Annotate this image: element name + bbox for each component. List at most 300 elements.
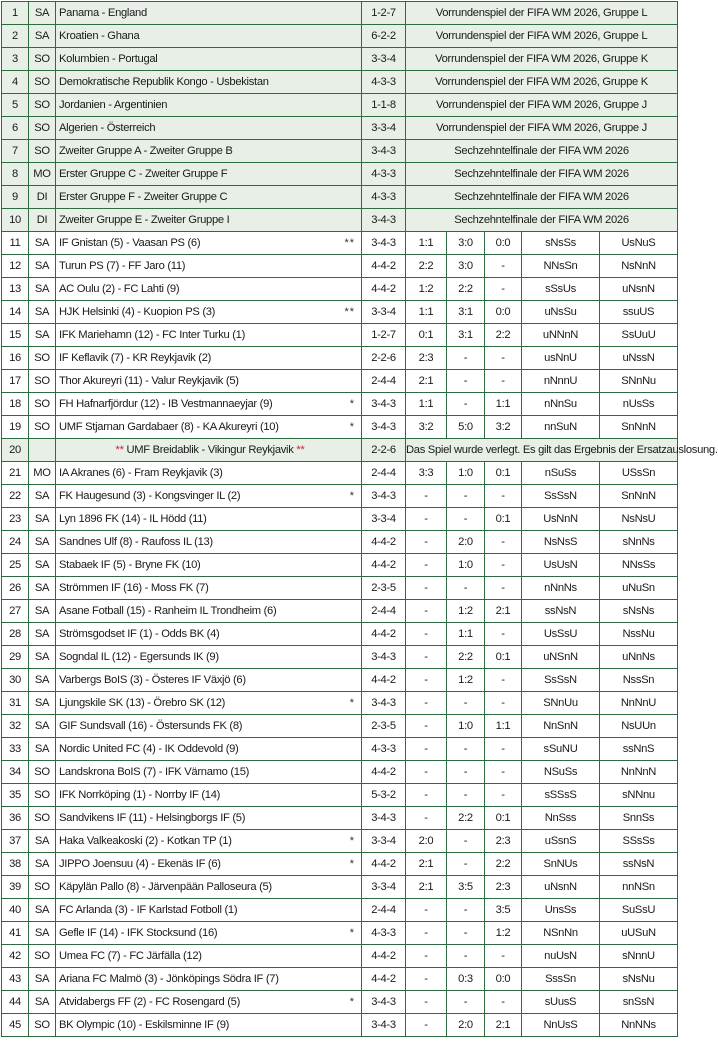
- form-home: UsNnN: [522, 508, 600, 531]
- match-day: SO: [29, 945, 56, 968]
- head-to-head-3: 0:1: [485, 508, 522, 531]
- table-row: [2, 439, 678, 462]
- head-to-head-2: -: [447, 485, 485, 508]
- form-home: nnSuN: [522, 416, 600, 439]
- match-day: SA: [29, 301, 56, 324]
- form-away: SuSsU: [600, 899, 678, 922]
- match-day: SA: [29, 508, 56, 531]
- form-away: SsUuU: [600, 324, 678, 347]
- match-day: MO: [29, 163, 56, 186]
- match-cell: [56, 278, 362, 301]
- match-note: Vorrundenspiel der FIFA WM 2026, Gruppe J: [406, 117, 678, 140]
- head-to-head-2: 1:2: [447, 600, 485, 623]
- match-day: SA: [29, 2, 56, 25]
- match-day: SO: [29, 117, 56, 140]
- match-day: SO: [29, 761, 56, 784]
- match-name: Nordic United FC (4) - IK Oddevold (9): [59, 743, 239, 755]
- match-name: JIPPO Joensuu (4) - Ekenäs IF (6): [59, 858, 221, 870]
- table-row: [2, 968, 678, 991]
- row-number: 29: [2, 646, 29, 669]
- match-note: Sechzehntelfinale der FIFA WM 2026: [406, 209, 678, 232]
- match-name: Sandvikens IF (11) - Helsingborgs IF (5): [59, 812, 246, 824]
- tip-distribution: 5-3-2: [362, 784, 406, 807]
- head-to-head-2: 1:0: [447, 462, 485, 485]
- match-cell: [56, 163, 362, 186]
- form-home: UsSsU: [522, 623, 600, 646]
- tip-distribution: 2-3-5: [362, 577, 406, 600]
- importance-mark: *: [349, 996, 355, 1008]
- form-home: nNnSu: [522, 393, 600, 416]
- match-cell: [56, 968, 362, 991]
- tip-distribution: 4-3-3: [362, 71, 406, 94]
- form-home: ssNsN: [522, 600, 600, 623]
- head-to-head-1: 1:2: [406, 278, 447, 301]
- match-name: Zweiter Gruppe E - Zweiter Gruppe I: [59, 214, 230, 226]
- form-home: usNnU: [522, 347, 600, 370]
- table-row: [2, 738, 678, 761]
- form-home: uNNnN: [522, 324, 600, 347]
- match-cell: [56, 416, 362, 439]
- form-home: nSuSs: [522, 462, 600, 485]
- head-to-head-2: 3:1: [447, 324, 485, 347]
- head-to-head-2: -: [447, 991, 485, 1014]
- match-cell: [56, 94, 362, 117]
- table-row: [2, 209, 678, 232]
- head-to-head-1: -: [406, 945, 447, 968]
- match-day: MO: [29, 462, 56, 485]
- head-to-head-1: 2:1: [406, 876, 447, 899]
- head-to-head-1: 2:0: [406, 830, 447, 853]
- tip-distribution: 4-4-2: [362, 255, 406, 278]
- head-to-head-3: -: [485, 784, 522, 807]
- table-row: [2, 416, 678, 439]
- table-row: [2, 761, 678, 784]
- head-to-head-3: 0:0: [485, 232, 522, 255]
- form-away: ssNnS: [600, 738, 678, 761]
- tip-distribution: 3-4-3: [362, 485, 406, 508]
- match-cell: [56, 485, 362, 508]
- head-to-head-1: -: [406, 508, 447, 531]
- match-cell: [56, 1014, 362, 1037]
- match-day: SA: [29, 715, 56, 738]
- row-number: 40: [2, 899, 29, 922]
- match-cell: [56, 853, 362, 876]
- match-name: GIF Sundsvall (16) - Östersunds FK (8): [59, 720, 243, 732]
- head-to-head-1: 1:1: [406, 301, 447, 324]
- row-number: 25: [2, 554, 29, 577]
- form-away: SSsSs: [600, 830, 678, 853]
- row-number: 35: [2, 784, 29, 807]
- head-to-head-1: -: [406, 692, 447, 715]
- tip-distribution: 4-4-2: [362, 945, 406, 968]
- form-home: NsNsS: [522, 531, 600, 554]
- tip-distribution: 3-4-3: [362, 1014, 406, 1037]
- match-name: Zweiter Gruppe A - Zweiter Gruppe B: [59, 145, 233, 157]
- match-cell: [56, 186, 362, 209]
- form-home: SssSn: [522, 968, 600, 991]
- head-to-head-3: 0:1: [485, 646, 522, 669]
- row-number: 43: [2, 968, 29, 991]
- match-name: UMF Stjarnan Gardabaer (8) - KA Akureyri (10): [59, 421, 279, 433]
- tip-distribution: 2-4-4: [362, 899, 406, 922]
- form-home: uSsnS: [522, 830, 600, 853]
- match-day: SO: [29, 876, 56, 899]
- form-away: SnNnN: [600, 416, 678, 439]
- head-to-head-2: 2:0: [447, 1014, 485, 1037]
- row-number: 5: [2, 94, 29, 117]
- match-name: Algerien - Österreich: [59, 122, 156, 134]
- head-to-head-2: 0:3: [447, 968, 485, 991]
- match-day: SA: [29, 853, 56, 876]
- head-to-head-3: 2:1: [485, 600, 522, 623]
- form-away: USsSn: [600, 462, 678, 485]
- head-to-head-3: -: [485, 347, 522, 370]
- tip-distribution: 3-3-4: [362, 876, 406, 899]
- match-day: SA: [29, 991, 56, 1014]
- form-away: NsUUn: [600, 715, 678, 738]
- match-day: SA: [29, 738, 56, 761]
- match-name: Käpylän Pallo (8) - Järvenpään Palloseura (5): [59, 881, 272, 893]
- match-day: SO: [29, 48, 56, 71]
- form-away: nUsSs: [600, 393, 678, 416]
- match-cell: [56, 347, 362, 370]
- form-away: SNnNu: [600, 370, 678, 393]
- match-day: SA: [29, 554, 56, 577]
- tip-distribution: 2-3-5: [362, 715, 406, 738]
- form-away: SnnSs: [600, 807, 678, 830]
- head-to-head-1: -: [406, 899, 447, 922]
- form-away: uNssN: [600, 347, 678, 370]
- match-cell: [56, 945, 362, 968]
- table-row: [2, 25, 678, 48]
- match-day: SA: [29, 899, 56, 922]
- tip-distribution: 3-4-3: [362, 646, 406, 669]
- form-away: NNsSs: [600, 554, 678, 577]
- form-home: SNnUu: [522, 692, 600, 715]
- head-to-head-1: -: [406, 531, 447, 554]
- row-number: 9: [2, 186, 29, 209]
- form-home: SnNUs: [522, 853, 600, 876]
- match-cell: [56, 324, 362, 347]
- form-away: ssNsN: [600, 853, 678, 876]
- head-to-head-3: 1:1: [485, 393, 522, 416]
- tip-distribution: 3-3-4: [362, 117, 406, 140]
- tip-distribution: 1-2-7: [362, 324, 406, 347]
- head-to-head-1: -: [406, 968, 447, 991]
- form-away: NsNnN: [600, 255, 678, 278]
- head-to-head-2: 1:1: [447, 623, 485, 646]
- head-to-head-2: -: [447, 830, 485, 853]
- table-row: [2, 830, 678, 853]
- row-number: 17: [2, 370, 29, 393]
- head-to-head-3: -: [485, 623, 522, 646]
- table-row: [2, 94, 678, 117]
- head-to-head-1: 1:1: [406, 232, 447, 255]
- tip-distribution: 3-4-3: [362, 232, 406, 255]
- head-to-head-3: 2:2: [485, 853, 522, 876]
- head-to-head-1: -: [406, 554, 447, 577]
- head-to-head-2: -: [447, 508, 485, 531]
- table-row: [2, 232, 678, 255]
- match-cell: [56, 715, 362, 738]
- match-note: Vorrundenspiel der FIFA WM 2026, Gruppe K: [406, 48, 678, 71]
- match-cell: [56, 25, 362, 48]
- form-away: NnNnU: [600, 692, 678, 715]
- match-cell: [56, 140, 362, 163]
- tip-table: [1, 1, 718, 1037]
- head-to-head-2: 3:5: [447, 876, 485, 899]
- form-away: NnNNs: [600, 1014, 678, 1037]
- importance-mark: *: [349, 858, 355, 870]
- tip-distribution: 3-3-4: [362, 830, 406, 853]
- match-cell: [56, 508, 362, 531]
- table-row: [2, 853, 678, 876]
- row-number: 10: [2, 209, 29, 232]
- match-cell: [56, 370, 362, 393]
- form-home: NNsSn: [522, 255, 600, 278]
- row-number: 44: [2, 991, 29, 1014]
- head-to-head-2: -: [447, 738, 485, 761]
- match-name: IFK Norrköping (1) - Norrby IF (14): [59, 789, 221, 801]
- match-name: Atvidabergs FF (2) - FC Rosengard (5): [59, 996, 241, 1008]
- head-to-head-2: -: [447, 761, 485, 784]
- match-name: IA Akranes (6) - Fram Reykjavik (3): [59, 467, 223, 479]
- form-home: sUusS: [522, 991, 600, 1014]
- match-name: Haka Valkeakoski (2) - Kotkan TP (1): [59, 835, 232, 847]
- match-day: SA: [29, 25, 56, 48]
- match-day: SO: [29, 140, 56, 163]
- head-to-head-1: -: [406, 623, 447, 646]
- tip-distribution: 3-4-3: [362, 140, 406, 163]
- row-number: 38: [2, 853, 29, 876]
- form-home: NnSnN: [522, 715, 600, 738]
- match-day: SO: [29, 807, 56, 830]
- row-number: 26: [2, 577, 29, 600]
- tip-distribution: 3-4-3: [362, 416, 406, 439]
- form-home: nNnnU: [522, 370, 600, 393]
- form-home: uNsSu: [522, 301, 600, 324]
- match-cell: [56, 784, 362, 807]
- head-to-head-1: 1:1: [406, 393, 447, 416]
- match-day: SO: [29, 94, 56, 117]
- match-day: SA: [29, 255, 56, 278]
- head-to-head-2: -: [447, 370, 485, 393]
- table-row: [2, 876, 678, 899]
- head-to-head-3: 2:3: [485, 830, 522, 853]
- head-to-head-2: 3:0: [447, 232, 485, 255]
- match-day: SA: [29, 646, 56, 669]
- head-to-head-1: -: [406, 922, 447, 945]
- table-row: [2, 1014, 678, 1037]
- row-number: 45: [2, 1014, 29, 1037]
- table-row: [2, 784, 678, 807]
- row-number: 13: [2, 278, 29, 301]
- head-to-head-1: 2:3: [406, 347, 447, 370]
- match-cell: [56, 577, 362, 600]
- tip-distribution: 3-4-3: [362, 692, 406, 715]
- head-to-head-1: 2:1: [406, 853, 447, 876]
- head-to-head-3: 2:3: [485, 876, 522, 899]
- match-day: SA: [29, 232, 56, 255]
- table-row: [2, 715, 678, 738]
- head-to-head-1: -: [406, 807, 447, 830]
- row-number: 16: [2, 347, 29, 370]
- head-to-head-3: 0:0: [485, 301, 522, 324]
- importance-mark: *: [349, 697, 355, 709]
- special-mark-right: **: [296, 444, 305, 456]
- head-to-head-1: 3:3: [406, 462, 447, 485]
- match-day: DI: [29, 209, 56, 232]
- form-home: SsSsN: [522, 669, 600, 692]
- tip-distribution: 4-3-3: [362, 186, 406, 209]
- match-cell: [56, 2, 362, 25]
- head-to-head-1: -: [406, 991, 447, 1014]
- row-number: 1: [2, 2, 29, 25]
- tip-distribution: 3-3-4: [362, 301, 406, 324]
- head-to-head-3: -: [485, 692, 522, 715]
- head-to-head-2: 2:0: [447, 531, 485, 554]
- form-away: NssSn: [600, 669, 678, 692]
- form-away: uNnNs: [600, 646, 678, 669]
- form-home: uNsnN: [522, 876, 600, 899]
- match-day: SO: [29, 347, 56, 370]
- row-number: 14: [2, 301, 29, 324]
- row-number: 18: [2, 393, 29, 416]
- head-to-head-2: 2:2: [447, 278, 485, 301]
- head-to-head-1: -: [406, 715, 447, 738]
- match-note: Vorrundenspiel der FIFA WM 2026, Gruppe J: [406, 94, 678, 117]
- head-to-head-2: 2:2: [447, 646, 485, 669]
- tip-distribution: 4-4-2: [362, 761, 406, 784]
- row-number: 7: [2, 140, 29, 163]
- tip-distribution: 3-3-4: [362, 48, 406, 71]
- match-day: SA: [29, 531, 56, 554]
- tip-distribution: 3-4-3: [362, 209, 406, 232]
- head-to-head-1: -: [406, 738, 447, 761]
- head-to-head-3: 0:0: [485, 968, 522, 991]
- match-cell: [56, 830, 362, 853]
- special-mark-left: **: [115, 444, 124, 456]
- tip-distribution: 2-2-6: [362, 347, 406, 370]
- table-row: [2, 370, 678, 393]
- table-row: [2, 462, 678, 485]
- form-away: NsNsU: [600, 508, 678, 531]
- head-to-head-2: 1:2: [447, 669, 485, 692]
- match-name: Ljungskile SK (13) - Örebro SK (12): [59, 697, 226, 709]
- match-day: SA: [29, 623, 56, 646]
- table-row: [2, 991, 678, 1014]
- match-name: Erster Gruppe C - Zweiter Gruppe F: [59, 168, 228, 180]
- form-away: nnNSn: [600, 876, 678, 899]
- row-number: 23: [2, 508, 29, 531]
- match-day: SA: [29, 577, 56, 600]
- form-home: UsUsN: [522, 554, 600, 577]
- head-to-head-3: 1:1: [485, 715, 522, 738]
- importance-mark: **: [344, 306, 355, 318]
- match-cell: [56, 232, 362, 255]
- head-to-head-2: 2:2: [447, 807, 485, 830]
- match-cell: [56, 393, 362, 416]
- match-note: Vorrundenspiel der FIFA WM 2026, Gruppe L: [406, 2, 678, 25]
- head-to-head-3: -: [485, 945, 522, 968]
- tip-distribution: 2-4-4: [362, 600, 406, 623]
- tip-distribution: 2-4-4: [362, 462, 406, 485]
- head-to-head-3: -: [485, 669, 522, 692]
- table-row: [2, 278, 678, 301]
- match-cell: [56, 922, 362, 945]
- head-to-head-1: 0:1: [406, 324, 447, 347]
- match-name: Erster Gruppe F - Zweiter Gruppe C: [59, 191, 228, 203]
- head-to-head-3: -: [485, 370, 522, 393]
- match-cell: [56, 48, 362, 71]
- head-to-head-2: -: [447, 393, 485, 416]
- head-to-head-2: 1:0: [447, 715, 485, 738]
- table-row: [2, 393, 678, 416]
- match-name: Thor Akureyri (11) - Valur Reykjavik (5): [59, 375, 239, 387]
- head-to-head-3: -: [485, 255, 522, 278]
- match-name: Kolumbien - Portugal: [59, 53, 158, 65]
- form-home: sSuNU: [522, 738, 600, 761]
- form-away: snSsN: [600, 991, 678, 1014]
- row-number: 3: [2, 48, 29, 71]
- form-home: sSsUs: [522, 278, 600, 301]
- match-day: SA: [29, 968, 56, 991]
- tip-distribution: 2-4-4: [362, 370, 406, 393]
- row-number: 4: [2, 71, 29, 94]
- match-cell: [56, 623, 362, 646]
- match-name: Sogndal IL (12) - Egersunds IK (9): [59, 651, 219, 663]
- match-day: SA: [29, 324, 56, 347]
- row-number: 41: [2, 922, 29, 945]
- table-row: [2, 531, 678, 554]
- table-row: [2, 692, 678, 715]
- importance-mark: *: [349, 927, 355, 939]
- row-number: 2: [2, 25, 29, 48]
- tip-distribution: 4-4-2: [362, 968, 406, 991]
- form-home: SsSsN: [522, 485, 600, 508]
- head-to-head-2: 3:0: [447, 255, 485, 278]
- tip-distribution: 3-4-3: [362, 393, 406, 416]
- form-away: NnNnN: [600, 761, 678, 784]
- match-name: Demokratische Republik Kongo - Usbekistan: [59, 76, 269, 88]
- row-number: 36: [2, 807, 29, 830]
- tip-distribution: 4-3-3: [362, 922, 406, 945]
- head-to-head-3: 0:1: [485, 807, 522, 830]
- match-note: Sechzehntelfinale der FIFA WM 2026: [406, 186, 678, 209]
- match-name: Asane Fotball (15) - Ranheim IL Trondheim (6): [59, 605, 277, 617]
- match-cell: [56, 692, 362, 715]
- row-number: 8: [2, 163, 29, 186]
- match-cell: [56, 209, 362, 232]
- match-day: [29, 439, 56, 462]
- head-to-head-3: -: [485, 738, 522, 761]
- form-home: UnsSs: [522, 899, 600, 922]
- match-note: Sechzehntelfinale der FIFA WM 2026: [406, 163, 678, 186]
- head-to-head-2: 3:1: [447, 301, 485, 324]
- form-home: NnUsS: [522, 1014, 600, 1037]
- match-day: DI: [29, 186, 56, 209]
- match-name: Gefle IF (14) - IFK Stocksund (16): [59, 927, 218, 939]
- head-to-head-2: 5:0: [447, 416, 485, 439]
- head-to-head-1: -: [406, 784, 447, 807]
- head-to-head-1: 2:1: [406, 370, 447, 393]
- head-to-head-1: 2:2: [406, 255, 447, 278]
- match-name: Stabaek IF (5) - Bryne FK (10): [59, 559, 201, 571]
- match-cell: [56, 807, 362, 830]
- importance-mark: *: [349, 398, 355, 410]
- tip-distribution: 2-2-6: [362, 439, 406, 462]
- row-number: 20: [2, 439, 29, 462]
